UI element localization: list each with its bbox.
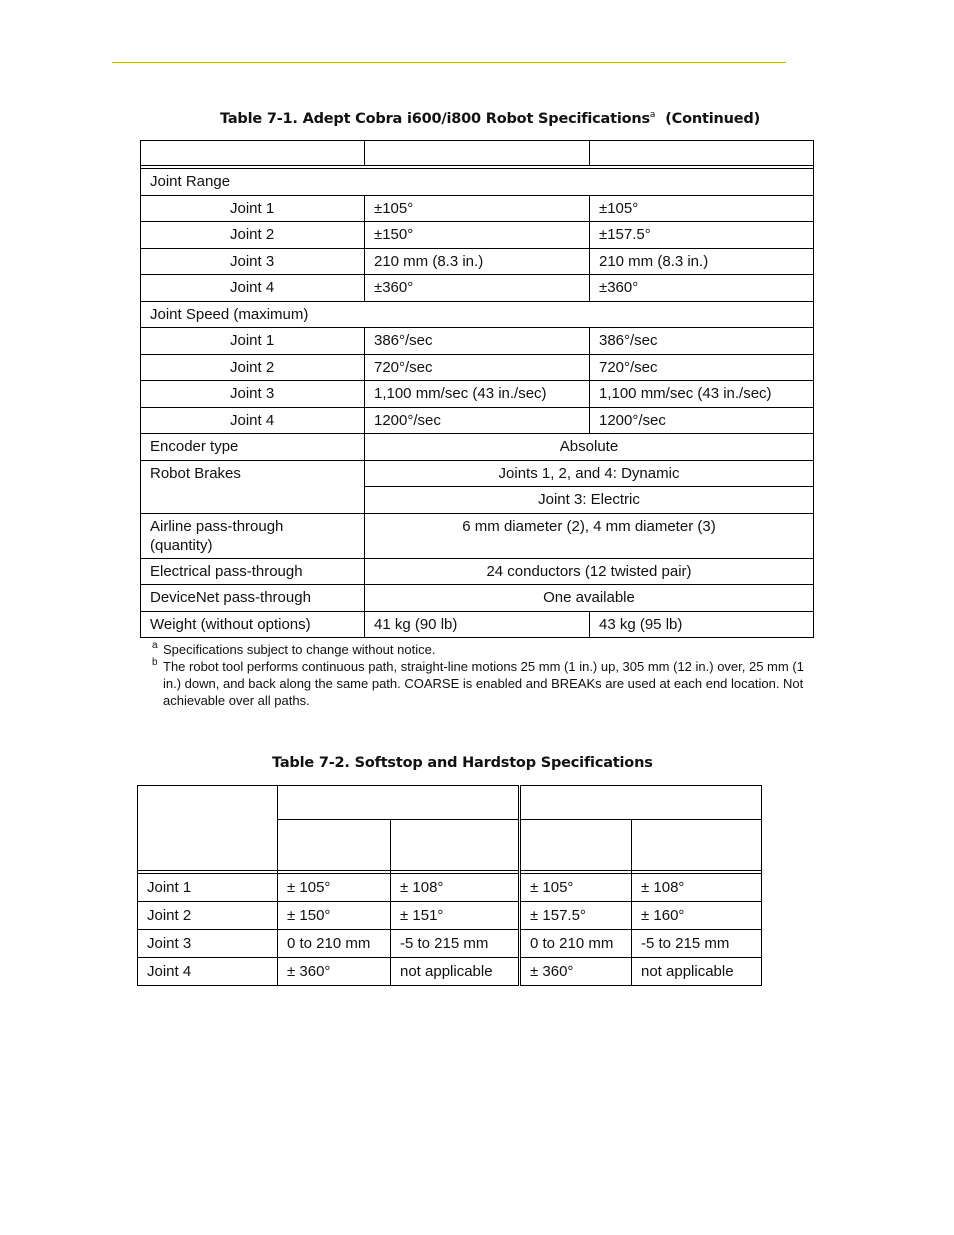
table2-header-row: [138, 786, 762, 820]
electrical-row: Electrical pass-through 24 conductors (12 twisted pair): [141, 558, 814, 585]
table-row: Joint 2 ±150° ±157.5°: [141, 222, 814, 249]
table-row: Joint 4 ±360° ±360°: [141, 275, 814, 302]
table-row: Joint 2 720°/sec 720°/sec: [141, 354, 814, 381]
table1-header-row: [141, 141, 814, 166]
table-row: Joint 3 0 to 210 mm -5 to 215 mm 0 to 210 mm -5 to 215 mm: [138, 930, 762, 958]
table-row: Joint 3 210 mm (8.3 in.) 210 mm (8.3 in.): [141, 248, 814, 275]
table1-footnotes: [152, 641, 812, 709]
header-rule: [112, 62, 786, 63]
encoder-row: Encoder type Absolute: [141, 434, 814, 461]
softstop-hardstop-table: [137, 785, 762, 986]
footnote-a: a Specifications subject to change without notice.: [152, 640, 436, 657]
table-row: Joint 4 1200°/sec 1200°/sec: [141, 407, 814, 434]
table-row: Joint 3 1,100 mm/sec (43 in./sec) 1,100 mm/sec (43 in./sec): [141, 381, 814, 408]
table-row: Joint 1 ± 105° ± 108° ± 105° ± 108°: [138, 874, 762, 902]
airline-row: Airline pass-through (quantity) 6 mm diameter (2), 4 mm diameter (3): [141, 513, 814, 558]
robot-specifications-table: [140, 140, 814, 638]
table2-caption: Table 7-2. Softstop and Hardstop Specifications: [272, 755, 653, 771]
table1-caption: Table 7-1. Adept Cobra i600/i800 Robot Specifications$^a$ (Continued): [220, 110, 760, 127]
joint-speed-section: Joint Speed (maximum): [141, 301, 814, 328]
table-row: Joint 1 ±105° ±105°: [141, 195, 814, 222]
brakes-row-2: Joint 3: Electric: [141, 487, 814, 514]
table-row: Joint 1 386°/sec 386°/sec: [141, 328, 814, 355]
brakes-row: Robot Brakes Joints 1, 2, and 4: Dynamic: [141, 460, 814, 487]
table-row: Joint 2 ± 150° ± 151° ± 157.5° ± 160°: [138, 902, 762, 930]
footnote-b: b The robot tool performs continuous path, straight-line motions 25 mm (1 in.) up, 305 mm (12 in.) over, 25 mm (1 in.) down, and back along the same path. COARSE is enabled and BREAKs are used at each end location. Not achievable over all paths.: [152, 657, 804, 708]
weight-row: Weight (without options) 41 kg (90 lb) 43 kg (95 lb): [141, 611, 814, 638]
table-row: Joint 4 ± 360° not applicable ± 360° not applicable: [138, 958, 762, 986]
caption-footnote-mark: a: [649, 110, 656, 120]
devicenet-row: DeviceNet pass-through One available: [141, 585, 814, 612]
joint-range-section: Joint Range: [141, 169, 814, 196]
